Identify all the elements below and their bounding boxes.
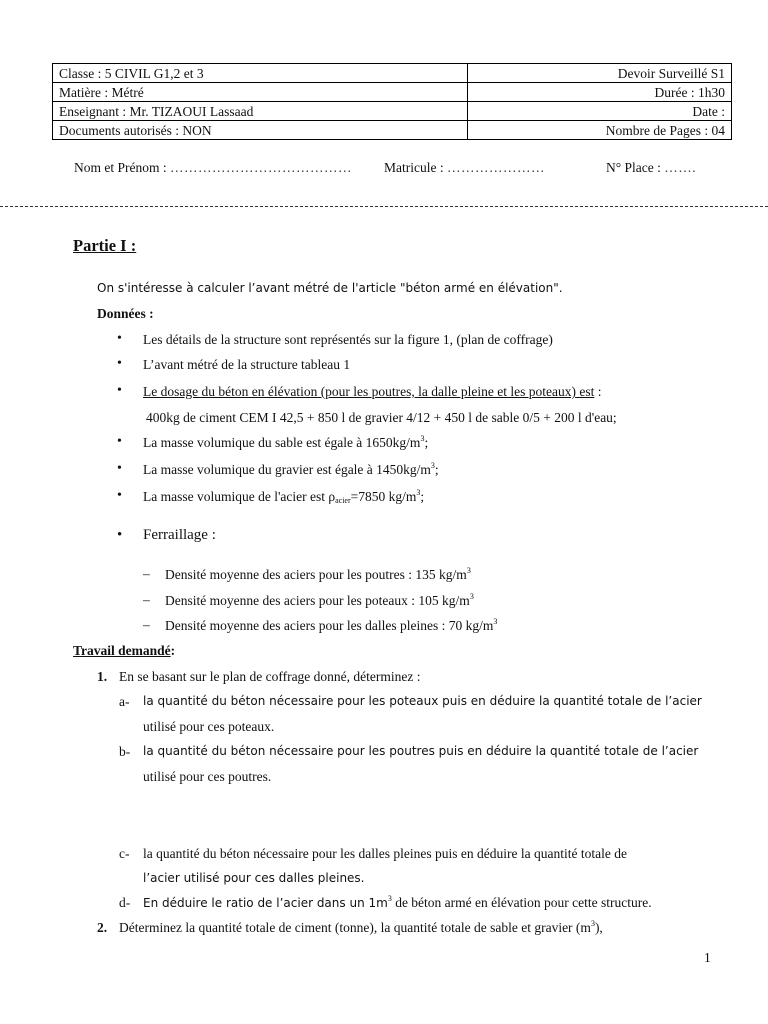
qd-exp: 3 (387, 894, 392, 903)
dosage-underlined: Le dosage du béton en élévation (pour les poutres, la dalle pleine et les poteaux) est (143, 384, 595, 399)
masse-sable-end: ; (424, 435, 429, 450)
matricule-dots: ………………… (446, 160, 545, 175)
donnee-avant-metre: L’avant métré de la structure tableau 1 (143, 357, 351, 372)
masse-gravier-end: ; (434, 462, 439, 477)
masse-acier-value: =7850 kg/m (350, 489, 417, 504)
masse-gravier-exp: 3 (430, 461, 435, 470)
qb-line1: la quantité du béton nécessaire pour les poutres puis en déduire la quantité totale de l’acier (143, 744, 699, 758)
dash-icon: – (143, 592, 150, 607)
bullet-icon: • (117, 331, 122, 346)
dash-icon: – (143, 617, 150, 632)
header-classe: Classe : 5 CIVIL G1,2 et 3 (53, 64, 468, 83)
densite-poteaux-text: Densité moyenne des aciers pour les poteaux : 105 kg/m (165, 593, 470, 608)
name-label: Nom et Prénom : (74, 160, 167, 175)
masse-acier-sub: acier (335, 496, 351, 505)
donnees-label: Données : (97, 306, 154, 321)
travail-title (73, 643, 175, 659)
place-label: N° Place : (606, 160, 661, 175)
densite-poteaux-exp: 3 (469, 592, 474, 601)
densite-dalles (165, 618, 497, 634)
q1-number: 1. (97, 669, 108, 684)
intro-text: On s'intéresse à calculer l’avant métré de l'article "béton armé en élévation". (97, 281, 563, 295)
q2-text-start: Déterminez la quantité totale de ciment (tonne), la quantité totale de sable et gravier (m (119, 920, 591, 935)
header-enseignant: Enseignant : Mr. TIZAOUI Lassaad (53, 102, 468, 121)
dash-icon: – (143, 566, 150, 581)
dosage-colon: : (594, 384, 602, 399)
donnee-masse-sable (143, 435, 428, 451)
q1-text: En se basant sur le plan de coffrage donné, déterminez : (119, 669, 421, 684)
bullet-icon: • (117, 356, 122, 371)
qd-text-end: de béton armé en élévation pour cette structure. (391, 895, 652, 910)
place-dots: ……. (664, 160, 697, 175)
qd-text (143, 895, 652, 911)
masse-acier-end: ; (420, 489, 425, 504)
qa-line1: la quantité du béton nécessaire pour les poteaux puis en déduire la quantité totale de l’acier (143, 694, 702, 708)
matricule-label: Matricule : (384, 160, 444, 175)
partie-title: Partie I : (73, 236, 137, 255)
header-devoir: Devoir Surveillé S1 (467, 64, 731, 83)
dashed-separator (0, 206, 768, 207)
bullet-icon: • (117, 488, 122, 503)
ferraillage-label: Ferraillage : (143, 527, 216, 543)
q2-text (119, 920, 603, 936)
densite-poteaux (165, 593, 474, 609)
header-date: Date : (467, 102, 731, 121)
masse-gravier-text: La masse volumique du gravier est égale à 1450kg/m (143, 462, 431, 477)
qc-line2: l’acier utilisé pour ces dalles pleines. (143, 871, 365, 885)
header-table (52, 63, 732, 140)
name-field[interactable] (74, 160, 352, 176)
bullet-icon: • (117, 434, 122, 449)
qb-line2: utilisé pour ces poutres. (143, 769, 272, 784)
densite-poutres-exp: 3 (466, 566, 471, 575)
q2-exp: 3 (590, 919, 595, 928)
donnee-structure: Les détails de la structure sont représentés sur la figure 1, (plan de coffrage) (143, 332, 553, 347)
qb-letter: b- (119, 744, 131, 759)
page-number: 1 (704, 950, 711, 965)
bullet-icon: • (117, 461, 122, 476)
header-matiere: Matière : Métré (53, 83, 468, 102)
masse-acier-exp: 3 (416, 488, 421, 497)
bullet-icon: • (117, 527, 123, 543)
bullet-icon: • (117, 383, 122, 398)
qd-letter: d- (119, 895, 131, 910)
donnee-masse-acier (143, 489, 424, 505)
densite-dalles-text: Densité moyenne des aciers pour les dalles pleines : 70 kg/m (165, 618, 494, 633)
q2-number: 2. (97, 920, 108, 935)
masse-acier-text: La masse volumique de l'acier est ρ (143, 489, 336, 504)
donnee-masse-gravier (143, 462, 439, 478)
donnee-dosage (143, 384, 602, 400)
qc-letter: c- (119, 846, 130, 861)
place-field[interactable] (606, 160, 696, 176)
q2-text-end: ), (594, 920, 603, 935)
qd-text-start: En déduire le ratio de l’acier dans un 1m (143, 896, 388, 910)
masse-sable-exp: 3 (420, 434, 425, 443)
travail-title-colon: : (170, 643, 176, 658)
densite-poutres-text: Densité moyenne des aciers pour les poutres : 135 kg/m (165, 567, 467, 582)
travail-title-text: Travail demandé (73, 643, 171, 658)
qa-letter: a- (119, 694, 130, 709)
header-pages: Nombre de Pages : 04 (467, 121, 731, 140)
qc-line1: la quantité du béton nécessaire pour les dalles pleines puis en déduire la quantité totale de (143, 846, 627, 861)
matricule-field[interactable] (384, 160, 545, 176)
header-duree: Durée : 1h30 (467, 83, 731, 102)
dosage-detail: 400kg de ciment CEM I 42,5 + 850 l de gravier 4/12 + 450 l de sable 0/5 + 200 l d'eau; (146, 410, 617, 425)
densite-poutres (165, 567, 471, 583)
header-documents: Documents autorisés : NON (53, 121, 468, 140)
masse-sable-text: La masse volumique du sable est égale à 1650kg/m (143, 435, 421, 450)
qa-line2: utilisé pour ces poteaux. (143, 719, 275, 734)
densite-dalles-exp: 3 (493, 617, 498, 626)
name-dots: ………………………………… (170, 160, 352, 175)
